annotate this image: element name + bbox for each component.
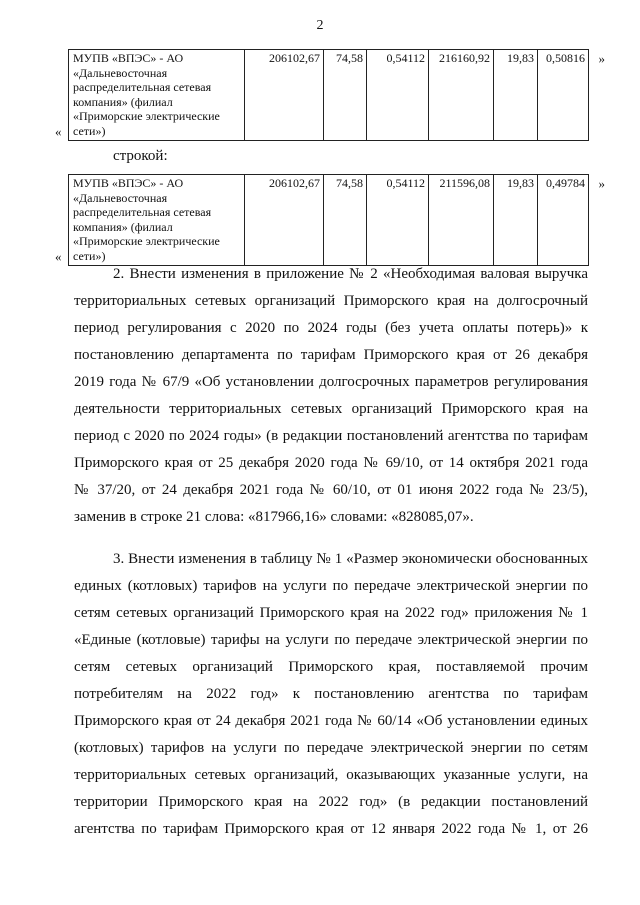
paragraph-2-line: Приморского края от 25 декабря 2020 года № 69/10, от 14 октября 2021 года [74,455,588,471]
close-quote: » [598,176,605,191]
paragraph-3-line: сетям сетевых организаций Приморского края, поставляемой прочим [74,659,588,675]
paragraph-3-line: территориальных сетевых организаций, оказывающих указанные услуги, на [74,767,588,783]
paragraph-2-line: период регулирования с 2020 по 2024 годы (без учета оплаты потерь)» к [74,320,588,336]
value-cell: 74,58 [324,175,367,266]
paragraph-3-line: 3. Внести изменения в таблицу № 1 «Размер экономически обоснованных [113,551,588,567]
value-cell: 206102,67 [245,50,324,141]
table-row [69,175,589,266]
value-cell: 0,54112 [367,175,429,266]
org-cell: МУПВ «ВПЭС» - АО «Дальневосточная распределительная сетевая компания» (филиал «Приморские электрические сети») [69,175,245,266]
page-number: 2 [316,18,324,33]
paragraph-3-line: единых (котловых) тарифов на услуги по передаче электрической энергии по [74,578,588,594]
org-cell: МУПВ «ВПЭС» - АО «Дальневосточная распределительная сетевая компания» (филиал «Приморские электрические сети») [69,50,245,141]
paragraph-2-line: заменив в строке 21 слова: «817966,16» словами: «828085,07». [74,509,474,525]
paragraph-3-line: территории Приморского края на 2022 год» (в редакции постановлений [74,794,588,810]
paragraph-3-line: «Единые (котловые) тарифы на услуги по передаче электрической энергии по [74,632,588,648]
paragraph-2-line: № 37/20, от 24 декабря 2021 года № 60/10, от 01 июня 2022 года № 23/5), [74,482,588,498]
paragraph-2-line: постановлению департамента по тарифам Приморского края от 26 декабря [74,347,588,363]
table-row [69,50,589,141]
value-cell: 0,49784 [538,175,589,266]
value-cell: 19,83 [494,50,538,141]
value-cell: 0,54112 [367,50,429,141]
value-cell: 211596,08 [429,175,494,266]
paragraph-2-line: период с 2020 по 2024 годы» (в редакции постановлений агентства по тарифам [74,428,588,444]
close-quote: » [598,51,605,66]
paragraph-2-line: 2019 года № 67/9 «Об установлении долгосрочных параметров регулирования [74,374,588,390]
table-new-row [55,174,605,266]
paragraph-3-line: потребителям на 2022 год» к постановлению агентства по тарифам [74,686,588,702]
paragraph-3-line: сетям сетевых организаций Приморского края на 2022 год» приложения № 1 [74,605,588,621]
paragraph-3-line: (котловых) тарифов на услуги по передаче электрической энергии по сетям [74,740,588,756]
value-cell: 19,83 [494,175,538,266]
value-cell: 206102,67 [245,175,324,266]
paragraph-3-line: агентства по тарифам Приморского края от 12 января 2022 года № 1, от 26 [74,821,588,837]
table-old-row [55,49,605,141]
value-cell: 216160,92 [429,50,494,141]
paragraph-2-line: деятельности территориальных сетевых организаций Приморского края на [74,401,588,417]
paragraph-3-line: Приморского края от 24 декабря 2021 года № 60/14 «Об установлении единых [74,713,588,729]
value-cell: 0,50816 [538,50,589,141]
paragraph-2-line: территориальных сетевых организаций Приморского края на долгосрочный [74,293,588,309]
open-quote: « [55,248,62,264]
open-quote: « [55,123,62,139]
paragraph-2-line: 2. Внести изменения в приложение № 2 «Необходимая валовая выручка [113,266,588,282]
between-label: строкой: [113,148,168,164]
value-cell: 74,58 [324,50,367,141]
